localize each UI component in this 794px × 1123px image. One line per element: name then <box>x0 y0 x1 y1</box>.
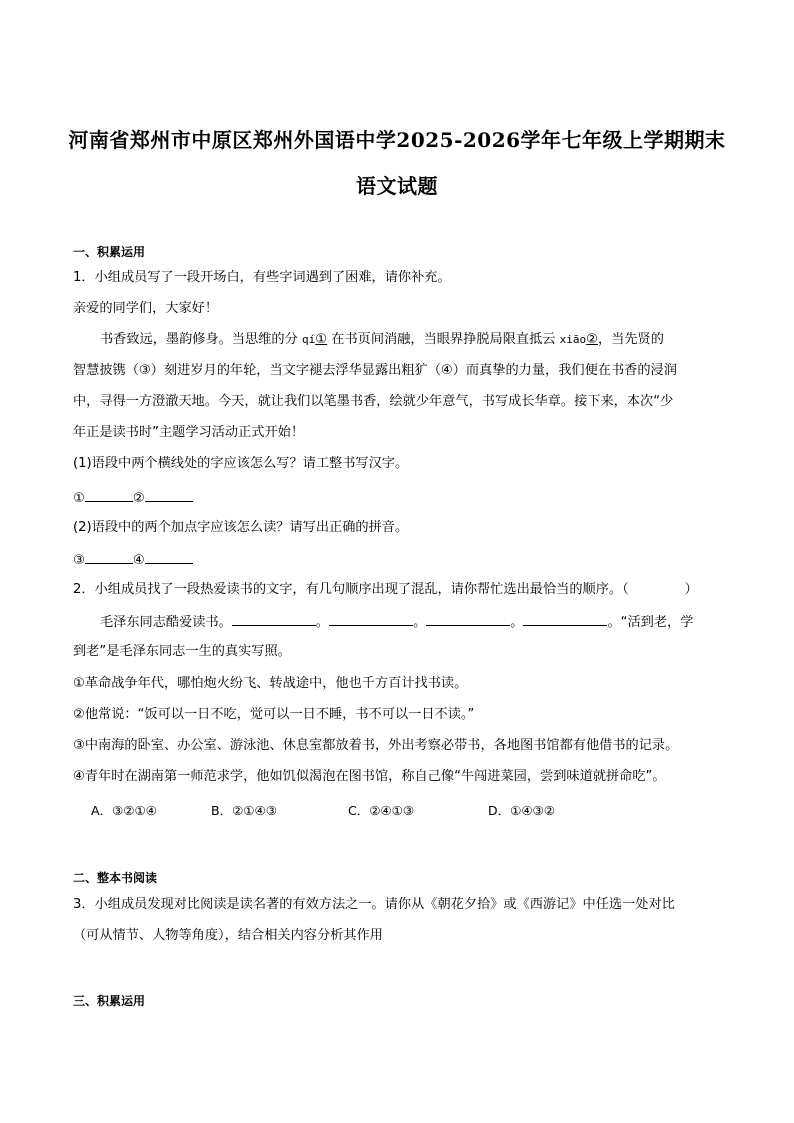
answer-blank-2[interactable] <box>145 487 193 502</box>
q2-text-line1 <box>100 611 693 633</box>
q1-stem: 1．小组成员写了一段开场白，有些字词遇到了困难，请你补充。 <box>73 270 451 285</box>
answer-blank-4[interactable] <box>145 549 193 564</box>
q2-sentence-2: ②他常说：“饭可以一日不吃，觉可以一日不睡，书不可以一日不读。” <box>73 707 475 722</box>
order-blank-4[interactable] <box>523 611 607 626</box>
pinyin-xiao: xiāo <box>559 333 587 346</box>
section-heading-1: 一、积累运用 <box>73 245 146 259</box>
exam-title-line2: 语文试题 <box>356 174 438 198</box>
answer-mark-4: ④ <box>132 553 145 568</box>
section-heading-2: 二、整本书阅读 <box>73 871 158 885</box>
q2-sentence-3: ③中南海的卧室、办公室、游泳池、休息室都放着书，外出考察必带书，各地图书馆都有他借书的记录。 <box>73 738 679 753</box>
q2-stem-end: ） <box>684 582 698 597</box>
q2-text-start: 毛泽东同志酷爱读书。 <box>100 615 232 630</box>
blank-mark-1: ① <box>315 332 328 347</box>
option-a[interactable]: A．③②①④ <box>91 803 157 818</box>
answer-blank-3[interactable] <box>85 549 133 564</box>
option-d[interactable]: D．①④③② <box>488 803 555 818</box>
q2-sentence-4: ④青年时在湖南第一师范求学，他如饥似渴泡在图书馆，称自己像“牛闯进菜园，尝到味道就拼命吃”。 <box>73 769 666 784</box>
option-c[interactable]: C．②④①③ <box>348 803 415 818</box>
q2-sentence-1: ①革命战争年代，哪怕炮火纷飞、转战途中，他也千方百计找书读。 <box>73 676 468 691</box>
q2-stem: 2．小组成员找了一段热爱读书的文字，有几句顺序出现了混乱，请你帮忙选出最恰当的顺序。（ <box>73 582 629 597</box>
q1-paragraph-line3: 中，寻得一方澄澈天地。今天，就让我们以笔墨书香，绘就少年意气，书写成长华章。接下来，本次“少 <box>73 394 674 409</box>
q1-sub1: (1)语段中两个横线处的字应该怎么写？请工整书写汉字。 <box>73 456 409 471</box>
q1-sub2: (2)语段中的两个加点字应该怎么读？请写出正确的拼音。 <box>73 520 409 535</box>
q1-p1a: 书香致远，墨韵修身。当思维的分 <box>100 332 303 347</box>
q1-paragraph-line4: 年正是读书时”主题学习活动正式开始！ <box>73 425 305 440</box>
pinyin-qi: qí <box>302 333 316 346</box>
q2-sep: 。 <box>413 615 427 630</box>
answer-blank-1[interactable] <box>85 487 133 502</box>
answer-mark-3: ③ <box>73 553 85 568</box>
q2-sep: 。 <box>315 615 330 630</box>
order-blank-1[interactable] <box>232 611 316 626</box>
q1-paragraph-line2: 智慧披镌（③）刻进岁月的年轮，当文字褪去浮华显露出粗犷（④）而真挚的力量，我们便在书香的浸润 <box>73 363 677 378</box>
q2-text-end: 。“活到老，学 <box>607 615 694 630</box>
q1-greeting: 亲爱的同学们，大家好！ <box>73 301 219 316</box>
section-heading-3: 三、积累运用 <box>73 994 146 1008</box>
answer-mark-2: ② <box>132 491 145 506</box>
blank-mark-2: ② <box>586 332 598 347</box>
q1-p1b: 在书页间消融，当眼界挣脱局限直抵云 <box>327 332 560 347</box>
q3-line2: （可从情节、人物等角度），结合相关内容分析其作用 <box>73 928 383 943</box>
order-blank-2[interactable] <box>329 611 413 626</box>
order-blank-3[interactable] <box>426 611 510 626</box>
q2-stem-line <box>73 580 698 600</box>
exam-title-line1: 河南省郑州市中原区郑州外国语中学2025-2026学年七年级上学期期末 <box>68 128 726 152</box>
q3-line1: 3．小组成员发现对比阅读是读名著的有效方法之一。请你从《朝花夕拾》或《西游记》中任选一处对比 <box>73 897 675 912</box>
answer-mark-1: ① <box>73 491 85 506</box>
q1-sub1-answers <box>73 487 193 509</box>
q2-text-line2: 到老”是毛泽东同志一生的真实写照。 <box>73 644 291 659</box>
option-b[interactable]: B．②①④③ <box>211 803 277 818</box>
q1-sub2-answers <box>73 549 193 571</box>
q2-sep: 。 <box>510 615 524 630</box>
q1-p1c: ，当先贤的 <box>598 332 664 347</box>
q1-paragraph-line1 <box>100 330 664 350</box>
